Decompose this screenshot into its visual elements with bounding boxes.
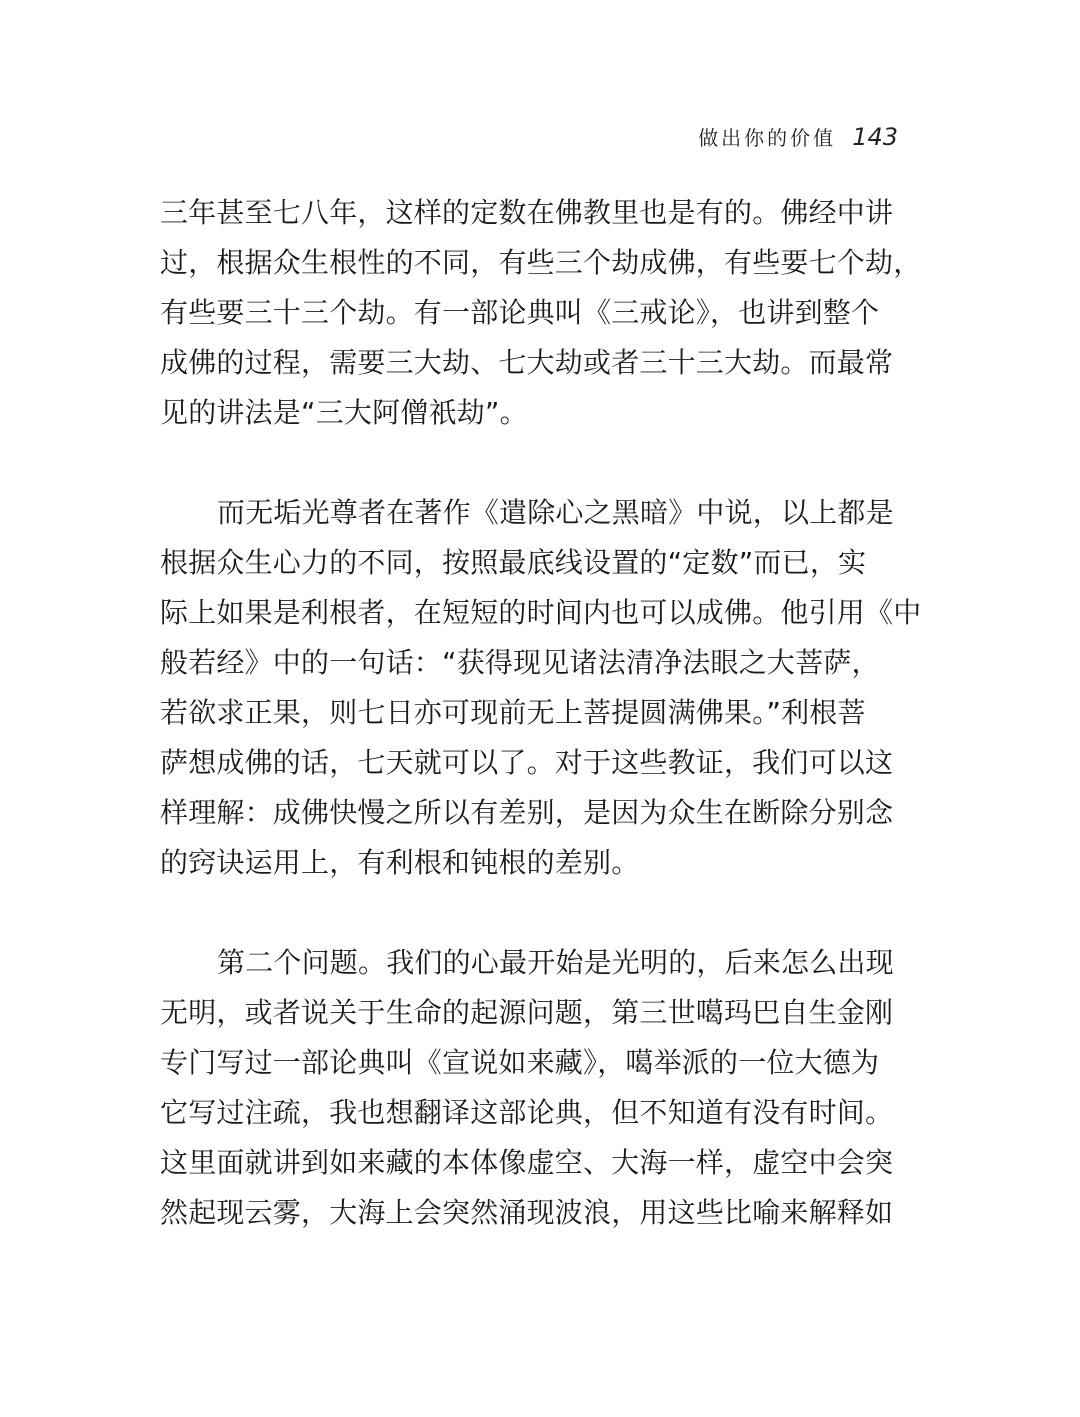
text-line: 有些要三十三个劫。有一部论典叫《三戒论》，也讲到整个 bbox=[160, 296, 880, 329]
text-line: 的窍诀运用上，有利根和钝根的差别。 bbox=[160, 846, 640, 879]
running-head bbox=[698, 122, 898, 151]
paragraph-2 bbox=[160, 488, 922, 888]
text-line: 这里面就讲到如来藏的本体像虚空、大海一样，虚空中会突 bbox=[160, 1146, 894, 1179]
text-line: 若欲求正果，则七日亦可现前无上菩提圆满佛果。”利根菩 bbox=[160, 696, 866, 729]
text-line: 专门写过一部论典叫《宣说如来藏》，噶举派的一位大德为 bbox=[160, 1046, 880, 1079]
text-line: 第二个问题。我们的心最开始是光明的，后来怎么出现 bbox=[217, 946, 894, 979]
paragraph-1 bbox=[160, 188, 922, 438]
text-line: 成佛的过程，需要三大劫、七大劫或者三十三大劫。而最常 bbox=[160, 346, 894, 379]
text-line: 萨想成佛的话，七天就可以了。对于这些教证，我们可以这 bbox=[160, 746, 894, 779]
text-line: 然起现云雾，大海上会突然涌现波浪，用这些比喻来解释如 bbox=[160, 1196, 894, 1229]
text-line: 际上如果是利根者，在短短的时间内也可以成佛。他引用《中 bbox=[160, 596, 922, 629]
text-line: 样理解：成佛快慢之所以有差别，是因为众生在断除分别念 bbox=[160, 796, 894, 829]
text-line: 无明，或者说关于生命的起源问题，第三世噶玛巴自生金刚 bbox=[160, 996, 894, 1029]
text-line: 而无垢光尊者在著作《遣除心之黑暗》中说，以上都是 bbox=[217, 496, 894, 529]
text-line: 般若经》中的一句话：“获得现见诸法清净法眼之大菩萨， bbox=[160, 646, 880, 679]
body-text bbox=[160, 188, 922, 1288]
text-line: 它写过注疏，我也想翻译这部论典，但不知道有没有时间。 bbox=[160, 1096, 894, 1129]
running-title: 做出你的价值 bbox=[698, 126, 837, 150]
paragraph-3 bbox=[160, 938, 900, 1238]
text-line: 过，根据众生根性的不同，有些三个劫成佛，有些要七个劫， bbox=[160, 246, 922, 279]
text-line: 见的讲法是“三大阿僧祇劫”。 bbox=[160, 396, 528, 429]
text-line: 三年甚至七八年，这样的定数在佛教里也是有的。佛经中讲 bbox=[160, 196, 894, 229]
page-number: 143 bbox=[852, 123, 898, 151]
text-line: 根据众生心力的不同，按照最底线设置的“定数”而已，实 bbox=[160, 546, 867, 579]
